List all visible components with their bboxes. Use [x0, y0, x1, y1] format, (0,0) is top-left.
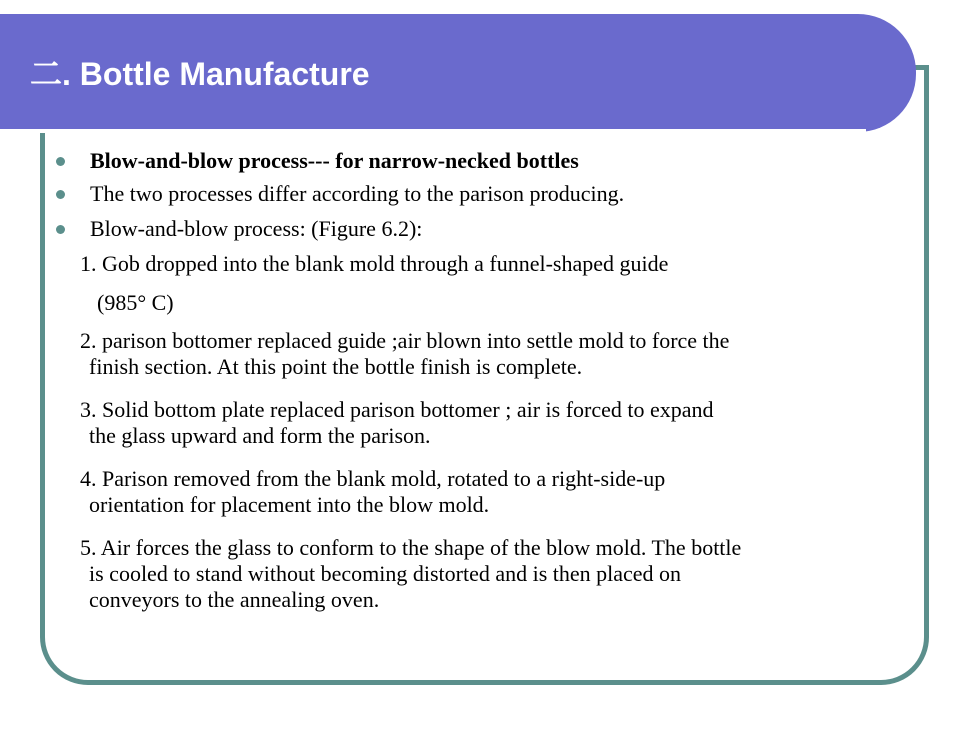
step-5-line-1: 5. Air forces the glass to conform to the shape of the blow mold. The bottle	[80, 535, 742, 560]
bullet-dot-icon	[56, 157, 65, 166]
bullet-item-3: Blow-and-blow process: (Figure 6.2):	[90, 216, 423, 241]
bullet-dot-icon	[56, 225, 65, 234]
slide-title: 二. Bottle Manufacture	[30, 56, 370, 92]
step-3-line-1: 3. Solid bottom plate replaced parison bottomer ; air is forced to expand	[80, 397, 714, 422]
step-4-line-2: orientation for placement into the blow mold.	[89, 492, 490, 517]
step-5-line-3: conveyors to the annealing oven.	[89, 587, 380, 612]
bullet-dot-icon	[56, 190, 65, 199]
bullet-item-2: The two processes differ according to the parison producing.	[90, 181, 625, 206]
step-3-line-2: the glass upward and form the parison.	[89, 423, 431, 448]
bullet-item-1: Blow-and-blow process--- for narrow-necked bottles	[90, 148, 579, 173]
step-1-line-1: 1. Gob dropped into the blank mold through a funnel-shaped guide	[80, 251, 669, 276]
step-1-line-2: (985° C)	[97, 290, 174, 315]
step-2-line-2: finish section. At this point the bottle finish is complete.	[89, 354, 583, 379]
step-5-line-2: is cooled to stand without becoming distorted and is then placed on	[89, 561, 682, 586]
step-4-line-1: 4. Parison removed from the blank mold, rotated to a right-side-up	[80, 466, 666, 491]
title-divider	[0, 129, 866, 133]
step-2-line-1: 2. parison bottomer replaced guide ;air blown into settle mold to force the	[80, 328, 730, 353]
